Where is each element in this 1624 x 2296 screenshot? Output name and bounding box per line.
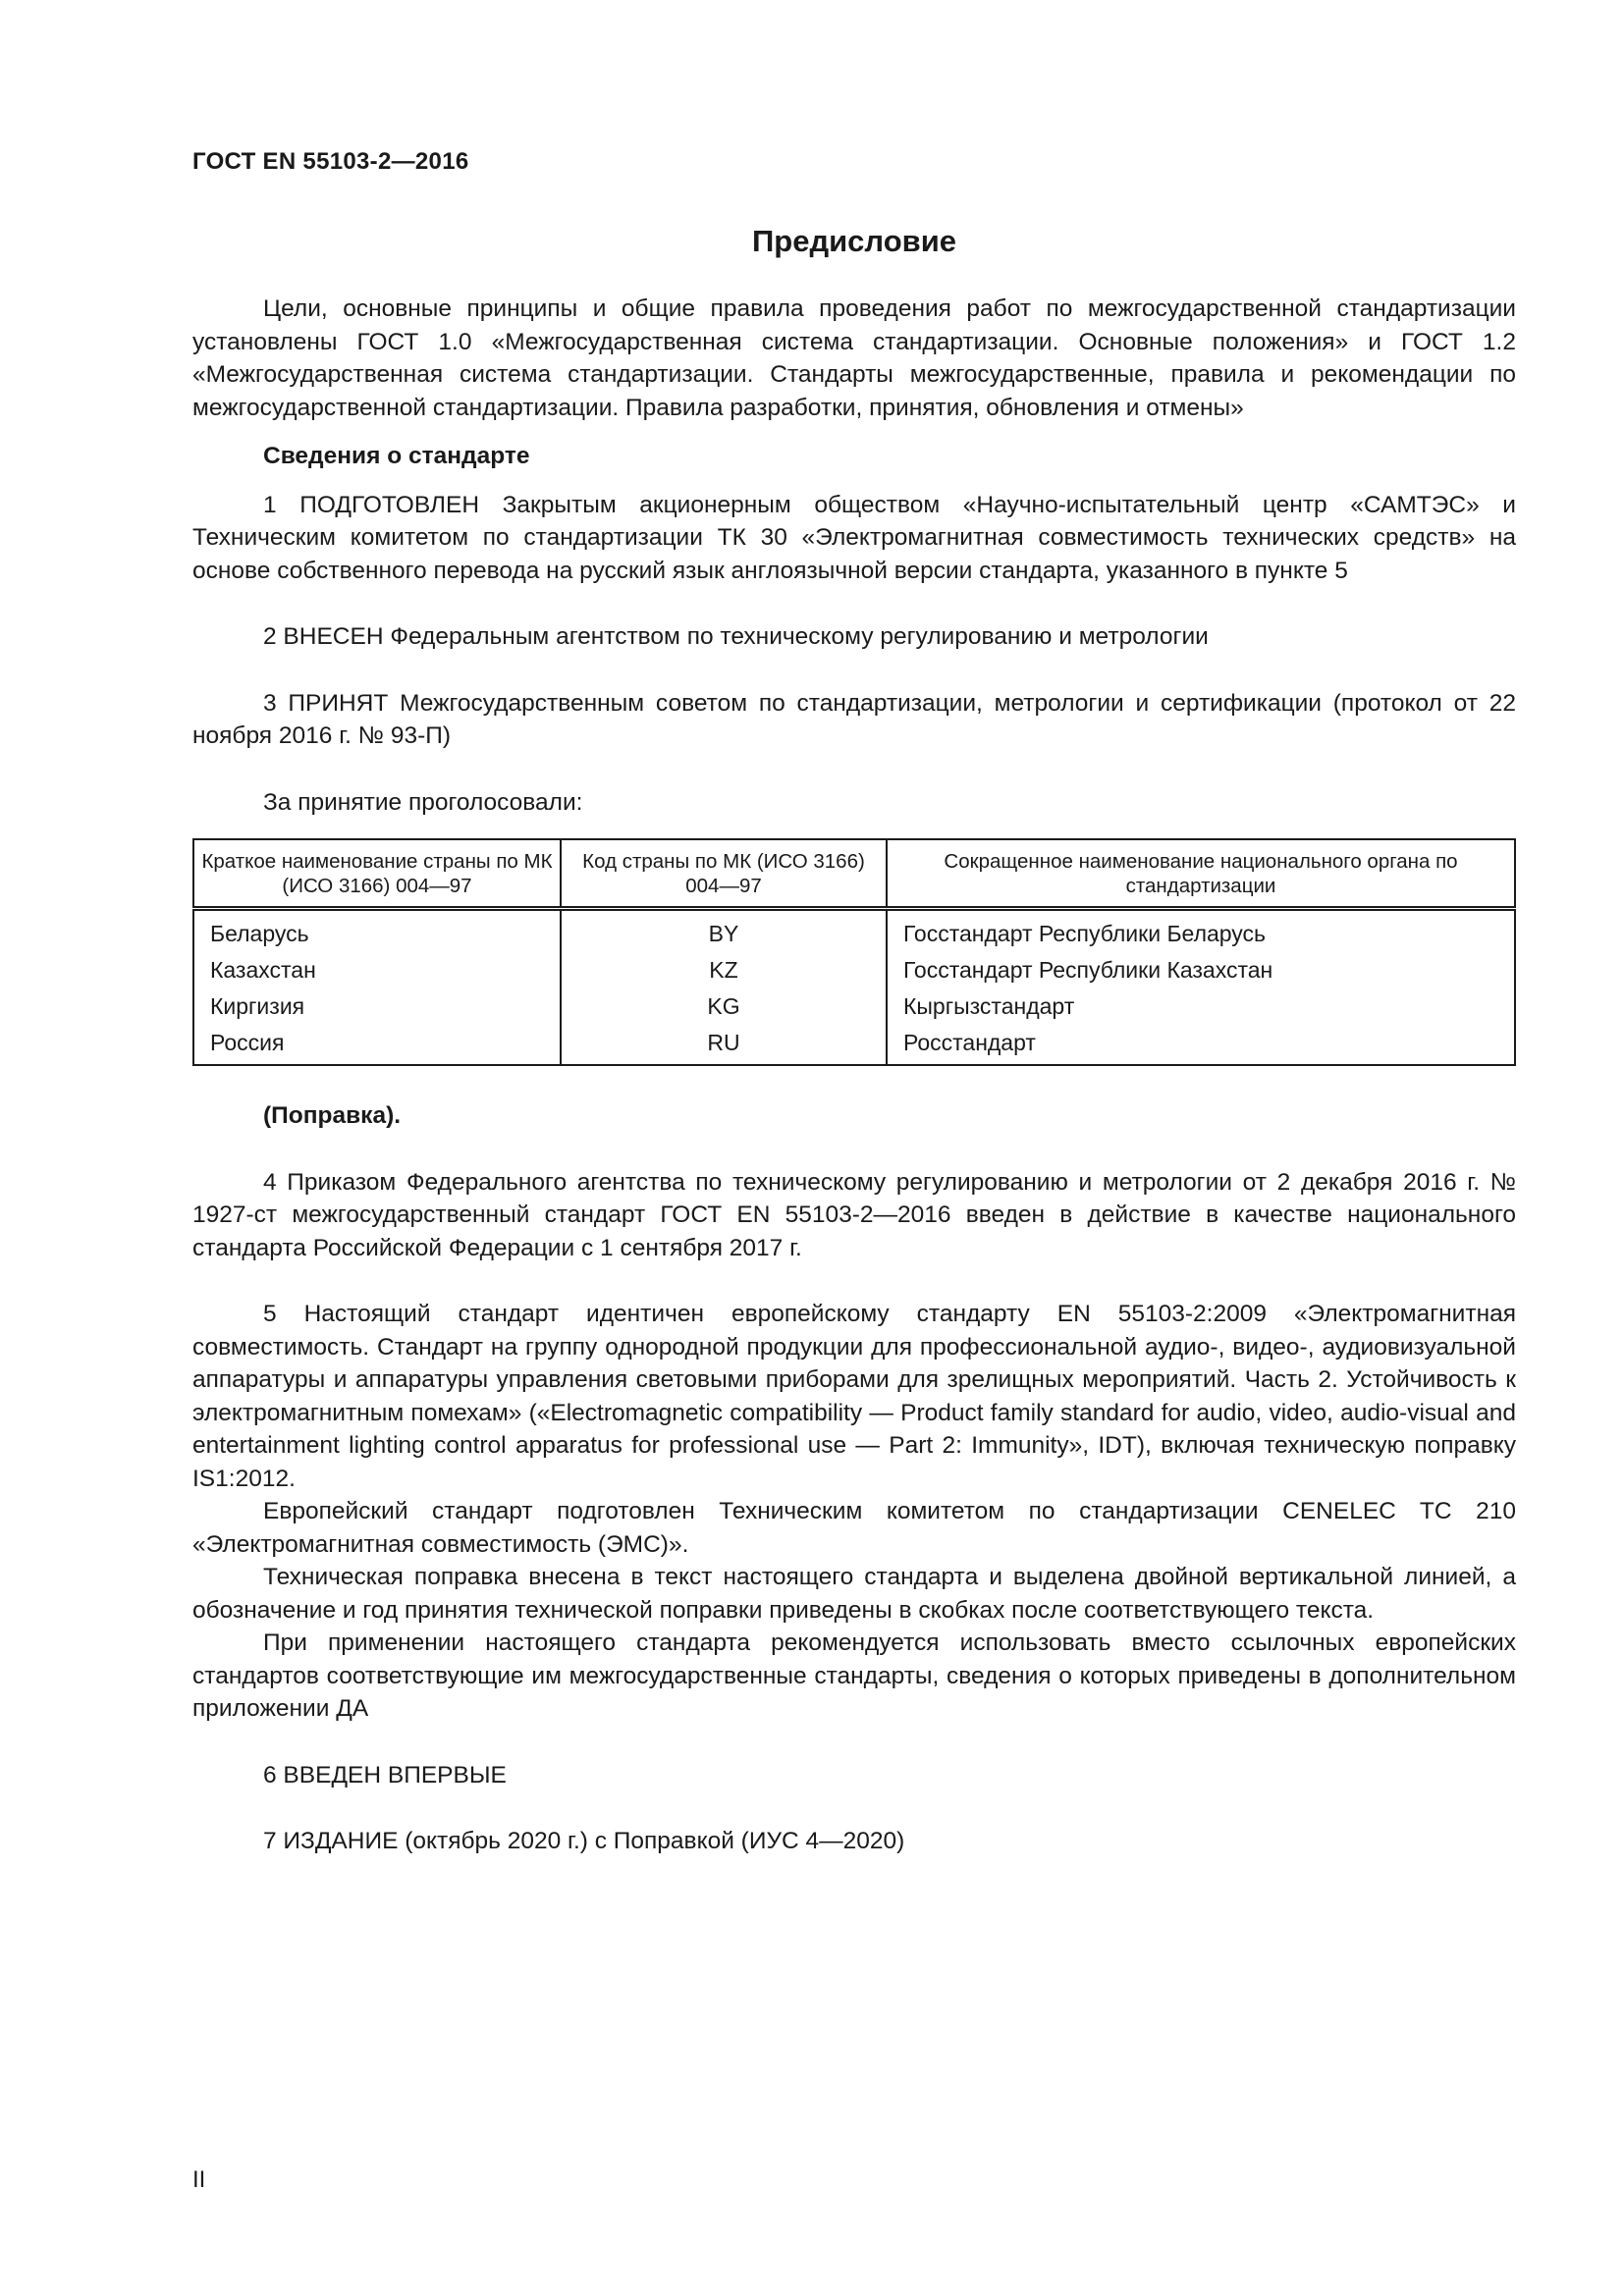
column-header-country: Краткое наименование страны по МК (ИСО 3166) 004—97 bbox=[193, 839, 561, 909]
preface-content bbox=[192, 293, 1516, 1858]
item-3: 3 ПРИНЯТ Межгосударственным советом по стандартизации, метрологии и сертификации (протокол от 22 ноября 2016 г. № 93-П) bbox=[192, 689, 1516, 749]
item-4: 4 Приказом Федерального агентства по техническому регулированию и метрологии от 2 декабря 2016 г. № 1927-ст межгосударственный стандарт ГОСТ EN 55103-2—2016 введен в действие в качестве национального стандарта Российской Федерации с 1 сентября 2017 г. bbox=[192, 1168, 1516, 1261]
column-header-code: Код страны по МК (ИСО 3166) 004—97 bbox=[561, 839, 887, 909]
table-row bbox=[193, 988, 1515, 1024]
cell-body: Госстандарт Республики Беларусь bbox=[903, 921, 1267, 946]
vote-table bbox=[192, 838, 1516, 1066]
document-header: ГОСТ EN 55103-2—2016 bbox=[192, 148, 469, 175]
table-row bbox=[193, 909, 1515, 952]
cell-body: Росстандарт bbox=[903, 1030, 1036, 1055]
cell-country: Киргизия bbox=[193, 988, 561, 1024]
info-heading: Сведения о стандарте bbox=[263, 443, 530, 469]
cell-country: Беларусь bbox=[193, 909, 561, 952]
table-row bbox=[193, 1024, 1515, 1065]
item-7: 7 ИЗДАНИЕ (октябрь 2020 г.) с Поправкой (ИУС 4—2020) bbox=[263, 1828, 905, 1854]
table-header-row bbox=[193, 839, 1515, 909]
page-number: II bbox=[192, 2166, 206, 2193]
amendment-note: (Поправка). bbox=[263, 1102, 402, 1129]
item-5: 5 Настоящий стандарт идентичен европейскому стандарту EN 55103-2:2009 «Электромагнитная совместимость. Стандарт на группу однородной продукции для профессиональной аудио-, видео-, аудиовизуальной аппаратуры и аппаратуры управления световыми приборами для зрелищных мероприятий. Часть 2. Устойчивость к электромагнитным помехам» («Electromagnetic compatibility — Product family standard for audio, video, audio-visual and entertainment lighting control apparatus for professional use — Part 2: Immunity», IDT), включая техническую поправку IS1:2012. bbox=[192, 1301, 1516, 1492]
item-5-paragraph-2: Европейский стандарт подготовлен Техническим комитетом по стандартизации CENELEC TC 210 «Электромагнитная совместимость (ЭМС)». bbox=[192, 1498, 1516, 1558]
item-5-paragraph-3: Техническая поправка внесена в текст настоящего стандарта и выделена двойной вертикальной линией, а обозначение и год принятия технической поправки приведены в скобках после соответствующего текста. bbox=[192, 1564, 1516, 1624]
page-title: Предисловие bbox=[751, 224, 956, 258]
cell-code: KG bbox=[561, 988, 887, 1024]
cell-code: BY bbox=[561, 909, 887, 952]
cell-country: Россия bbox=[193, 1024, 561, 1065]
cell-code: KZ bbox=[561, 951, 887, 988]
cell-code: RU bbox=[561, 1024, 887, 1065]
cell-body: Кыргызстандарт bbox=[903, 993, 1075, 1019]
intro-paragraph: Цели, основные принципы и общие правила проведения работ по межгосударственной стандартизации установлены ГОСТ 1.0 «Межгосударственная система стандартизации. Основные положения» и ГОСТ 1.2 «Межгосударственная система стандартизации. Стандарты межгосударственные, правила и рекомендации по межгосударственной стандартизации. Правила разработки, принятия, обновления и отмены» bbox=[192, 295, 1516, 421]
item-1: 1 ПОДГОТОВЛЕН Закрытым акционерным обществом «Научно-испытательный центр «САМТЭС» и Техническим комитетом по стандартизации ТК 30 «Электромагнитная совместимость технических средств» на основе собственного перевода на русский язык англоязычной версии стандарта, указанного в пункте 5 bbox=[192, 491, 1516, 584]
item-2: 2 ВНЕСЕН Федеральным агентством по техническому регулированию и метрологии bbox=[263, 623, 1209, 650]
vote-intro: За принятие проголосовали: bbox=[263, 788, 583, 816]
item-5-paragraph-4: При применении настоящего стандарта рекомендуется использовать вместо ссылочных европейских стандартов соответствующие им межгосударственные стандарты, сведения о которых приведены в дополнительном приложении ДА bbox=[192, 1629, 1516, 1722]
cell-country: Казахстан bbox=[193, 951, 561, 988]
item-6: 6 ВВЕДЕН ВПЕРВЫЕ bbox=[263, 1761, 507, 1789]
column-header-body: Сокращенное наименование национального органа по стандартизации bbox=[887, 839, 1515, 909]
cell-body: Госстандарт Республики Казахстан bbox=[903, 957, 1273, 983]
table-row bbox=[193, 951, 1515, 988]
